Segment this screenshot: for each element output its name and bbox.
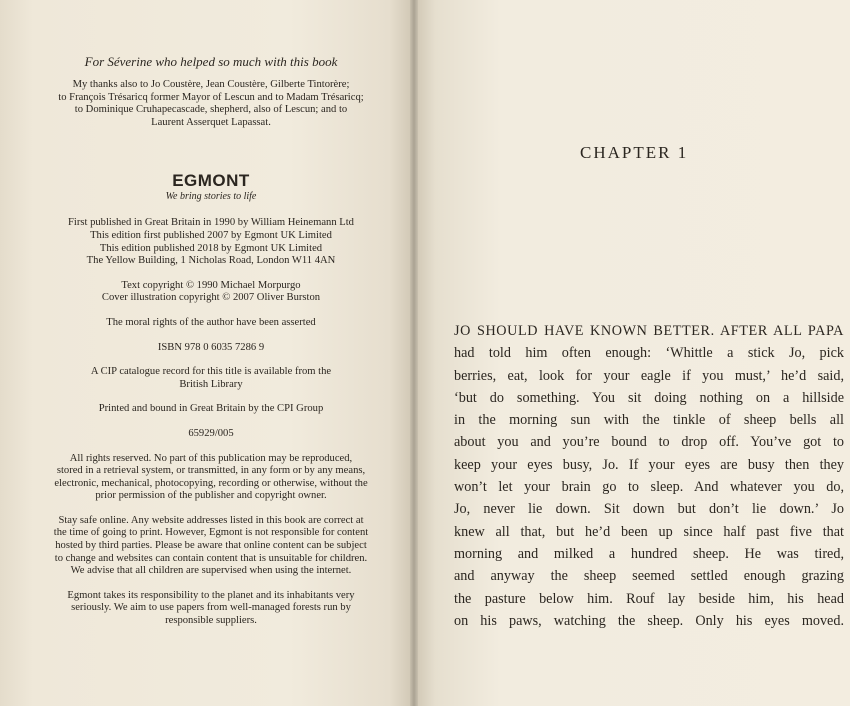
body-line: the pasture below him. Rouf lay beside him, his head (454, 590, 844, 607)
safety-line: Stay safe online. Any website addresses listed in this book are correct at (58, 514, 364, 526)
copyright-line: Cover illustration copyright © 2007 Oliver Burston (101, 292, 321, 304)
rights-line: electronic, mechanical, photocopying, recording or otherwise, without the (54, 477, 368, 489)
body-line: JO SHOULD HAVE KNOWN BETTER. AFTER ALL PAPA (454, 323, 844, 339)
body-line: on his paws, watching the sheep. Only his eyes moved. (454, 612, 844, 629)
responsibility-line: responsible suppliers. (165, 615, 257, 627)
publication-line: The Yellow Building, 1 Nicholas Road, London W11 4AN (86, 255, 336, 267)
responsibility-line: Egmont takes its responsibility to the planet and its inhabitants very (67, 589, 355, 601)
body-line: in the morning sun with the tinkle of sheep bells all (454, 412, 844, 429)
copyright-notice (46, 280, 376, 305)
publication-line: First published in Great Britain in 1990 by William Heinemann Ltd (68, 217, 354, 229)
rights-line: All rights reserved. No part of this publication may be reproduced, (69, 452, 353, 464)
cip-line: British Library (179, 378, 243, 390)
print-code: 65929/005 (188, 427, 234, 439)
dedication: For Séverine who helped so much with this book (84, 54, 338, 69)
chapter-body (454, 320, 844, 632)
moral-rights: The moral rights of the author have been asserted (106, 316, 316, 328)
safety-line: hosted by third parties. Please be aware that online content can be subject (55, 540, 367, 552)
thanks-line: My thanks also to Jo Coustère, Jean Coustère, Gilberte Tintorère; (72, 79, 350, 90)
body-line: about you and you’re bound to drop off. You’ve got to (454, 434, 844, 451)
body-line: berries, eat, look for your eagle if you must,’ he’d said, (454, 367, 844, 384)
chapter-heading: CHAPTER 1 (580, 143, 689, 162)
book-gutter (410, 0, 418, 706)
imprint-page (46, 54, 376, 628)
cip-line: A CIP catalogue record for this title is available from the (90, 366, 332, 378)
body-line: ‘but do something. You sit doing nothing on a hillside (454, 389, 844, 406)
body-line: Jo, never lie down. Sit down but don’t lie down.’ Jo (454, 501, 844, 518)
copyright-line: Text copyright © 1990 Michael Morpurgo (121, 279, 301, 291)
cip-record (46, 366, 376, 391)
thanks-line: Laurent Asserquet Lapassat. (151, 116, 271, 128)
safety-line: to change and websites can contain content that is unsuitable for children. (54, 552, 368, 564)
body-line: knew all that, but he’d been up since half past five that (454, 523, 844, 540)
publication-line: This edition first published 2007 by Egmont UK Limited (90, 229, 332, 241)
safety-line: the time of going to print. However, Egmont is not responsible for content (53, 527, 369, 539)
printer-credit: Printed and bound in Great Britain by the CPI Group (98, 403, 324, 415)
online-safety-notice (46, 515, 376, 578)
body-line: had told him often enough: ‘Whittle a stick Jo, pick (454, 345, 844, 362)
publisher-logo: EGMONT (172, 171, 250, 191)
responsibility-line: seriously. We aim to use papers from well-managed forests run by (71, 602, 351, 614)
body-line: and anyway the sheep seemed settled enough grazing (454, 568, 844, 585)
rights-line: stored in a retrieval system, or transmitted, in any form or by any means, (56, 465, 366, 477)
acknowledgements (46, 79, 376, 129)
publication-line: This edition published 2018 by Egmont UK Limited (99, 242, 323, 254)
publication-history (46, 217, 376, 267)
body-line: won’t let your brain go to sleep. And whatever you do, (454, 479, 844, 496)
body-line: morning and milked a hundred sheep. He was tired, (454, 545, 844, 562)
isbn: ISBN 978 0 6035 7286 9 (157, 341, 265, 353)
body-line: keep your eyes busy, Jo. If your eyes are busy then they (454, 456, 844, 473)
thanks-line: to François Trésaricq former Mayor of Lescun and to Madam Trésaricq; (58, 91, 364, 103)
environment-statement (46, 590, 376, 628)
rights-reserved (46, 453, 376, 503)
safety-line: We advise that all children are supervised when using the internet. (70, 565, 352, 577)
rights-line: prior permission of the publisher and copyright owner. (95, 490, 327, 502)
publisher-tagline: We bring stories to life (165, 191, 257, 203)
thanks-line: to Dominique Cruhapecascade, shepherd, also of Lescun; and to (74, 104, 348, 116)
